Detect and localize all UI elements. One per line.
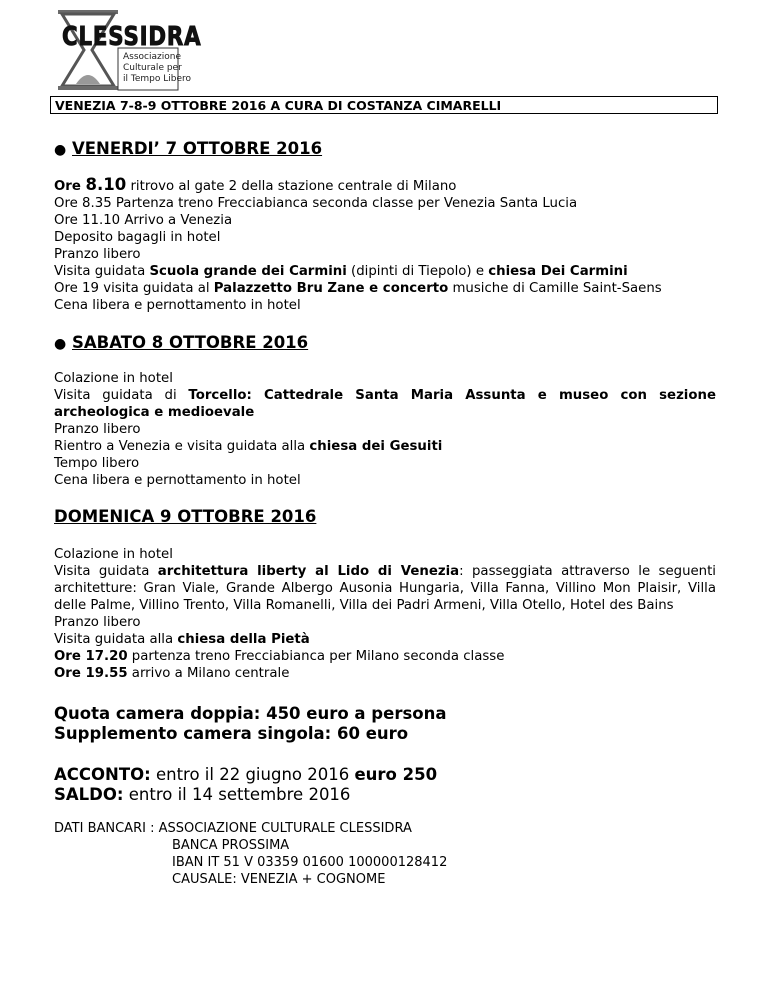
text: Visita guidata alla <box>54 632 178 647</box>
text: partenza treno Frecciabianca per Milano seconda classe <box>127 649 505 664</box>
day1-line: Deposito bagagli in hotel <box>54 230 221 245</box>
balance-line <box>54 785 350 805</box>
price-double: Quota camera doppia: 450 euro a persona <box>54 704 447 723</box>
price-single: Supplemento camera singola: 60 euro <box>54 724 409 743</box>
day1-line: Cena libera e pernottamento in hotel <box>54 298 301 313</box>
text: arrivo a Milano centrale <box>127 666 290 681</box>
day3-line <box>54 648 720 665</box>
day1-line: Ore 8.35 Partenza treno Frecciabianca seconda classe per Venezia Santa Lucia <box>54 196 578 211</box>
text-bold: chiesa dei Gesuiti <box>309 439 443 454</box>
text: Visita guidata <box>54 264 150 279</box>
day3-heading <box>54 507 316 526</box>
bank-causale: CAUSALE: VENEZIA + COGNOME <box>172 872 386 887</box>
text-bold: architettura liberty al Lido di Venezia <box>157 564 460 579</box>
text-bold: Ore 19.55 <box>54 666 128 681</box>
logo-sub-line: Culturale per <box>123 63 182 73</box>
day3-line <box>54 563 716 614</box>
deposit-line <box>54 765 437 785</box>
balance-label: SALDO: <box>54 785 124 804</box>
day1-heading-text: VENERDI’ 7 OTTOBRE 2016 <box>72 139 323 158</box>
day1-heading <box>54 139 322 158</box>
logo-subtitle <box>123 52 191 85</box>
day3-heading-text: DOMENICA 9 OTTOBRE 2016 <box>54 507 317 526</box>
text: Rientro a Venezia e visita guidata alla <box>54 439 310 454</box>
deposit-amount: euro 250 <box>354 765 438 784</box>
logo-name: CLESSIDRA <box>62 22 202 52</box>
day2-line: Tempo libero <box>54 456 140 471</box>
text-bold: Torcello: Cattedrale Santa Maria Assunta e museo con sezione archeologica e medioevale <box>54 388 716 420</box>
day1-line: Ore 11.10 Arrivo a Venezia <box>54 213 233 228</box>
text-bold: Ore <box>54 179 86 194</box>
bank-iban: IBAN IT 51 V 03359 01600 100000128412 <box>172 855 448 870</box>
text: entro il 22 giugno 2016 <box>150 765 355 784</box>
day2-line: Colazione in hotel <box>54 371 173 386</box>
day1-line <box>54 280 720 297</box>
day2-line: Cena libera e pernottamento in hotel <box>54 473 301 488</box>
text-bold: Palazzetto Bru Zane e concerto <box>213 281 449 296</box>
day2-heading <box>54 333 308 352</box>
day3-line <box>54 665 720 682</box>
day2-heading-text: SABATO 8 OTTOBRE 2016 <box>72 333 309 352</box>
bank-name: BANCA PROSSIMA <box>172 838 290 853</box>
text: Ore 19 visita guidata al <box>54 281 214 296</box>
deposit-label: ACCONTO: <box>54 765 151 784</box>
bullet-icon: ● <box>54 142 67 158</box>
text: ritrovo al gate 2 della stazione centrale di Milano <box>126 179 457 194</box>
text: Visita guidata <box>54 564 158 579</box>
day2-line <box>54 438 720 455</box>
document-title: VENEZIA 7-8-9 OTTOBRE 2016 A CURA DI COSTANZA CIMARELLI <box>50 96 718 114</box>
text: musiche di Camille Saint-Saens <box>448 281 662 296</box>
logo-sub-line: Associazione <box>123 52 181 62</box>
text: (dipinti di Tiepolo) e <box>346 264 489 279</box>
text-bold: chiesa Dei Carmini <box>488 264 628 279</box>
day1-line <box>54 176 720 195</box>
text-bold: Ore 17.20 <box>54 649 128 664</box>
text: : passeggiata attraverso le seguenti architetture: Gran Viale, Grande Albergo Ausonia Hungaria, Villa Fanna, Villino Mon Plaisir, Villa delle Palme, Villino Trento, Villa Romanelli, Villa dei Padri Armeni, Villa Otello, Hotel des Bains <box>54 564 717 613</box>
text-bold: chiesa della Pietà <box>177 632 310 647</box>
bank-line <box>54 820 412 837</box>
text-bold: Scuola grande dei Carmini <box>149 264 347 279</box>
day3-line <box>54 631 720 648</box>
bank-label: DATI BANCARI : <box>54 821 159 836</box>
bullet-icon: ● <box>54 336 67 352</box>
day1-line <box>54 263 720 280</box>
text: entro il 14 settembre 2016 <box>123 785 351 804</box>
day2-line <box>54 387 716 421</box>
day2-line: Pranzo libero <box>54 422 141 437</box>
meeting-time: 8.10 <box>85 175 127 194</box>
day3-line: Colazione in hotel <box>54 547 173 562</box>
logo-sub-line: il Tempo Libero <box>123 74 191 84</box>
day1-line: Pranzo libero <box>54 247 141 262</box>
logo <box>54 6 202 92</box>
text: Visita guidata di <box>54 388 189 403</box>
day3-line: Pranzo libero <box>54 615 141 630</box>
bank-account-name: ASSOCIAZIONE CULTURALE CLESSIDRA <box>158 821 412 836</box>
